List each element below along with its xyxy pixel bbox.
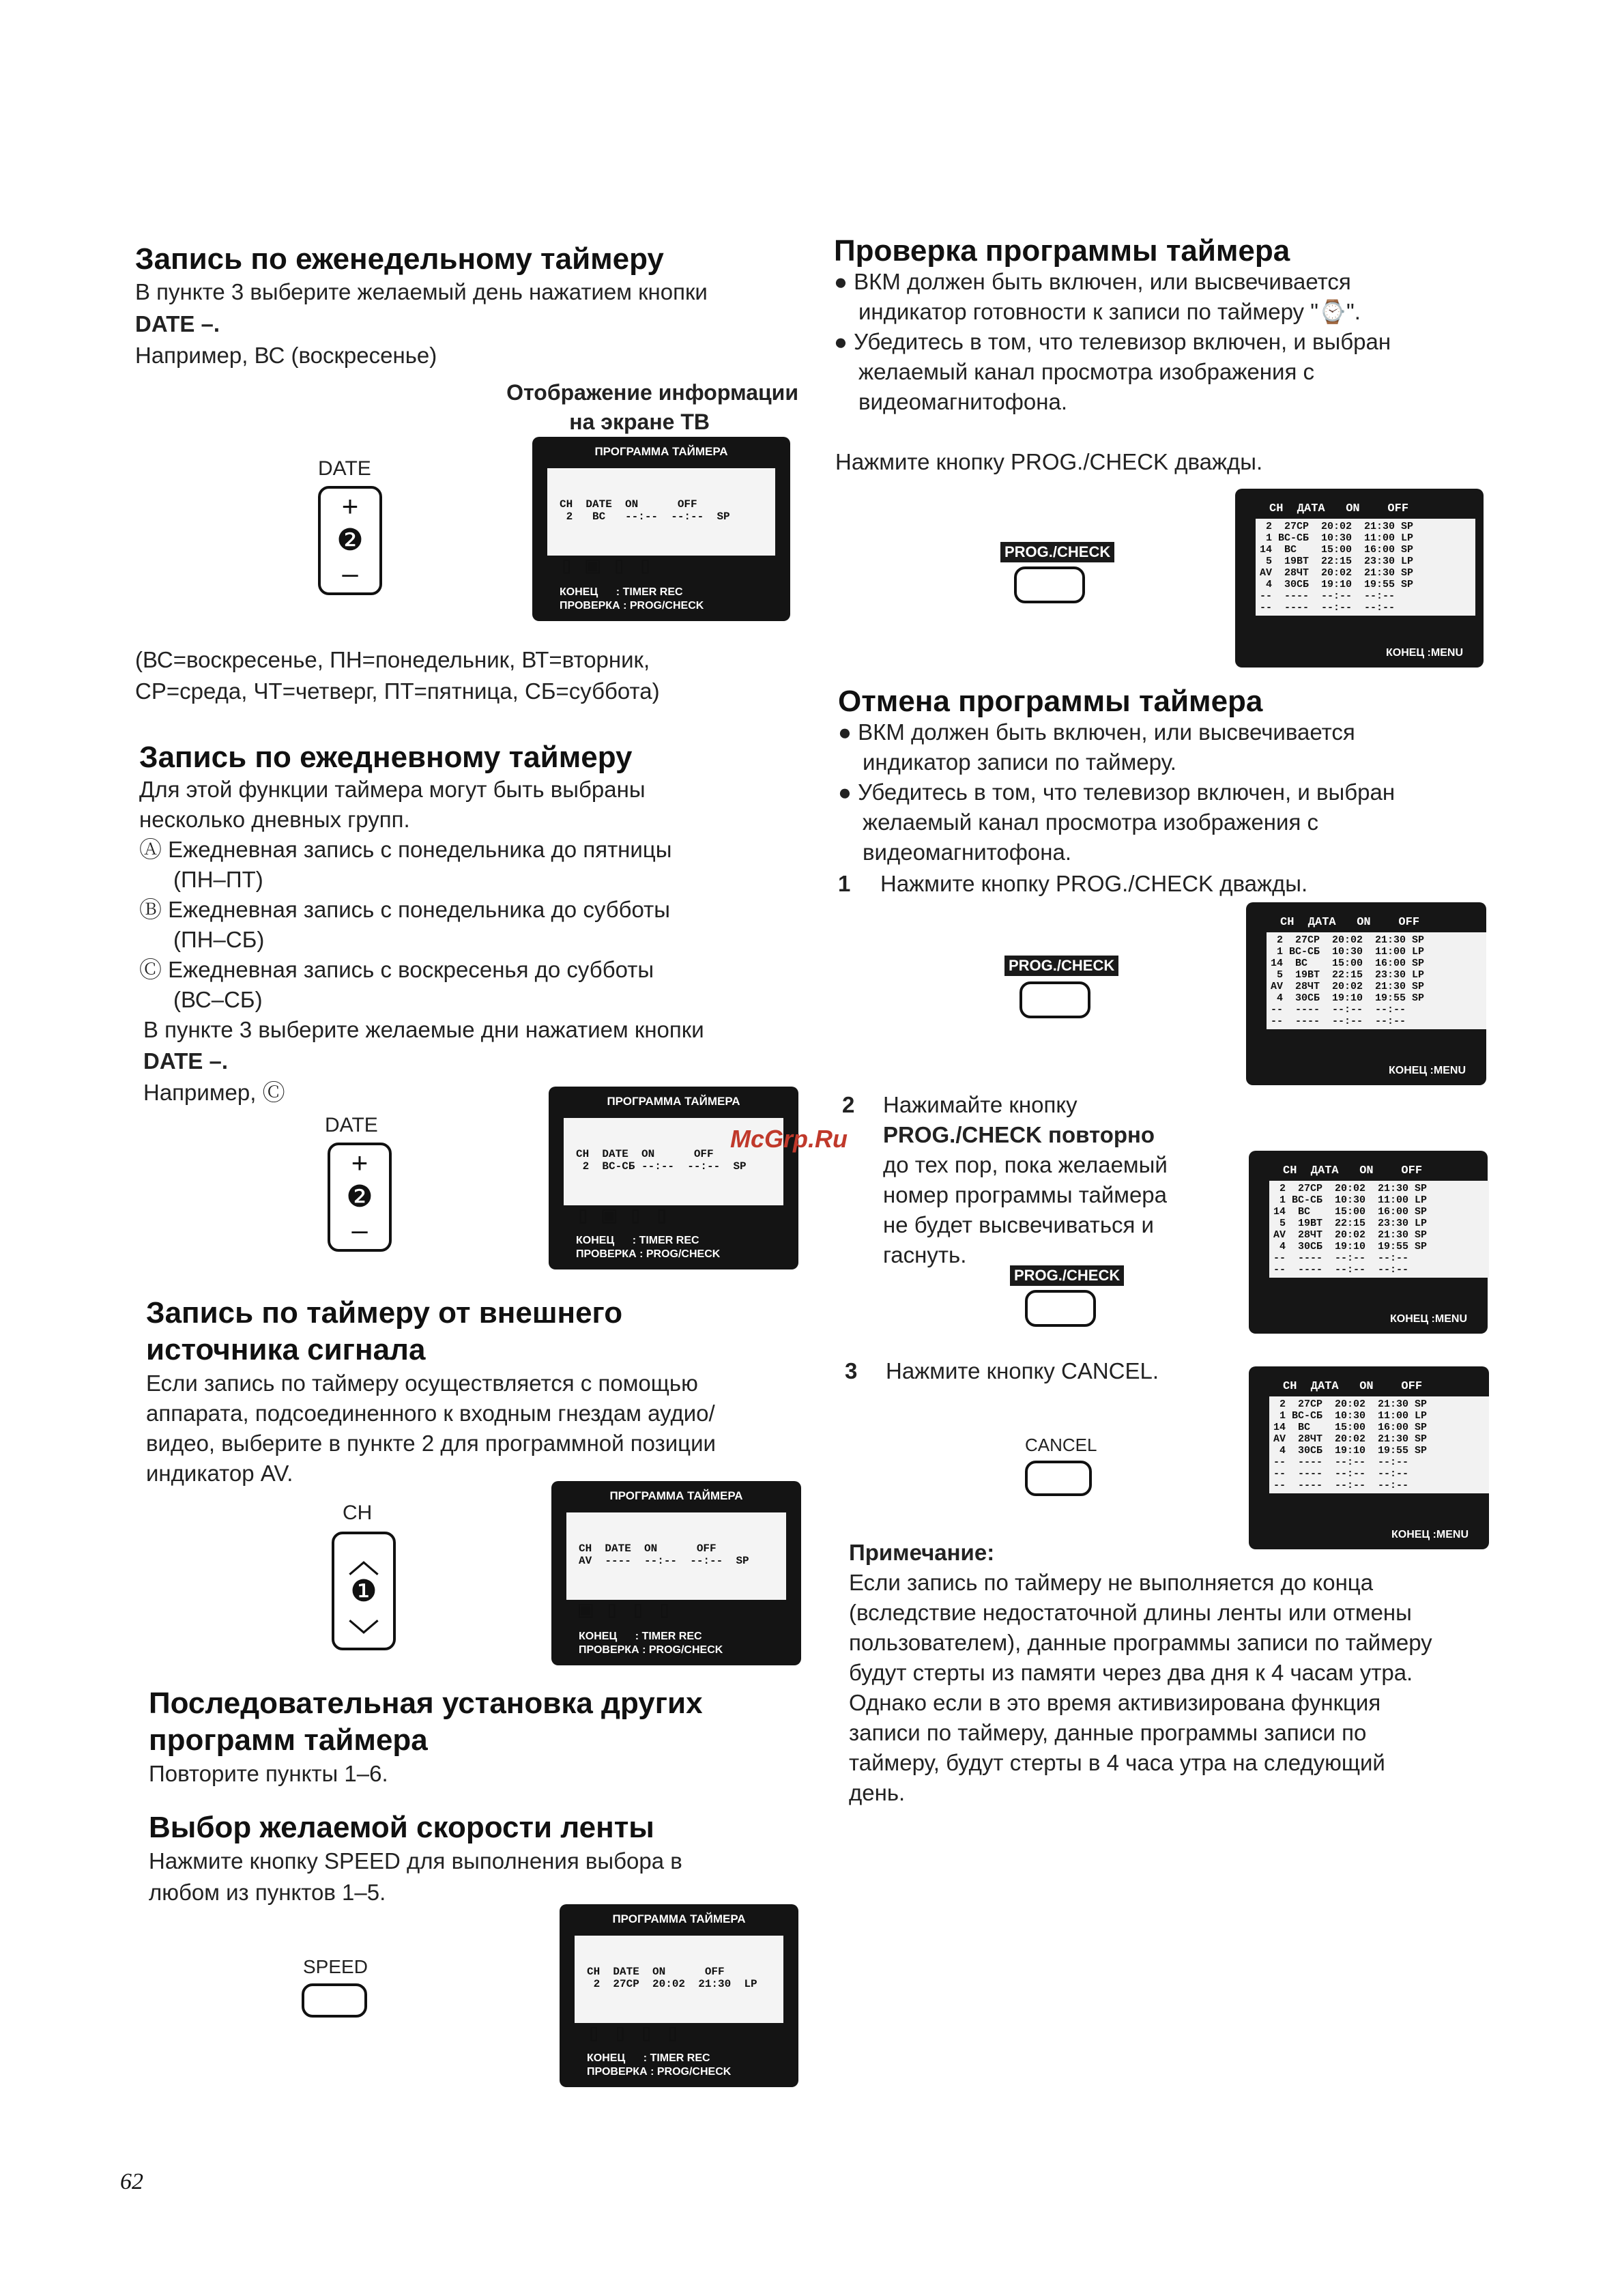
cancel-bullet-1-1: ● ВКМ должен быть включен, или высвечивается — [838, 719, 1355, 745]
screen-body — [575, 1936, 783, 2048]
cancel-step-2-line-2: PROG./CHECK повторно — [883, 1122, 1155, 1147]
check-bullet-2-3: видеомагнитофона. — [858, 389, 1068, 414]
speed-key-label: SPEED — [303, 1956, 368, 1977]
daily-step-1: В пункте 3 выберите желаемые дни нажатием кнопки — [143, 1017, 704, 1042]
screen-fields: CH DATE ON OFF 2 ВС-СБ --:-- --:-- SP — [576, 1148, 747, 1173]
day-icons: ▣▯▯▯ — [579, 1598, 684, 1624]
page-number: 62 — [120, 2169, 143, 2194]
list-header: CH ДАТА ON OFF — [1269, 502, 1409, 515]
sequential-text: Повторите пункты 1–6. — [149, 1761, 388, 1786]
program-list: 2 27СР 20:02 21:30 SP 1 ВС-СБ 10:30 11:00 LP 14 ВС 15:00 16:00 SP AV 28ЧТ 20:02 21:30 SP 4 30СБ 19:10 19:55 SP -- ---- --:-- --:-- -- ---- --:-- --:-- -- ---- --:-- --:-- — [1269, 1396, 1489, 1493]
screen-foot: КОНЕЦ : TIMER REC ПРОВЕРКА : PROG/CHECK — [576, 1235, 721, 1260]
list-header: CH ДАТА ON OFF — [1280, 916, 1420, 929]
tv-screen-check — [1235, 489, 1484, 668]
cancel-step-2-line-1: Нажимайте кнопку — [883, 1092, 1078, 1117]
tv-screen-speed — [560, 1904, 798, 2087]
list-header: CH ДАТА ON OFF — [1283, 1164, 1423, 1177]
legend-2: СР=среда, ЧТ=четверг, ПТ=пятница, СБ=суббота) — [135, 678, 660, 704]
weekly-line2: DATE –. — [135, 311, 220, 336]
display-caption-2: на экране ТВ — [569, 410, 710, 434]
watermark: McGrp.Ru — [730, 1125, 848, 1153]
note-line-3: пользователем), данные программы записи по таймеру — [849, 1630, 1432, 1655]
plus-icon: + — [341, 490, 359, 522]
cancel-step-1: Нажмите кнопку PROG./CHECK дважды. — [880, 871, 1308, 896]
tv-screen-cancel-1 — [1246, 902, 1486, 1085]
cancel-key[interactable] — [1025, 1461, 1092, 1496]
step-2-icon: ❷ — [336, 523, 364, 557]
program-list: 2 27СР 20:02 21:30 SP 1 ВС-СБ 10:30 11:00 LP 14 ВС 15:00 16:00 SP 5 19ВТ 22:15 23:30 LP AV 28ЧТ 20:02 21:30 SP 4 30СБ 19:10 19:55 SP -- ---- --:-- --:-- -- ---- --:-- --:-- — [1269, 1181, 1489, 1278]
sequential-title-1: Последовательная установка других — [149, 1687, 703, 1720]
screen-fields: CH DATE ON OFF 2 ВС --:-- --:-- SP — [560, 498, 730, 523]
list-header: CH ДАТА ON OFF — [1283, 1380, 1423, 1393]
check-bullet-2-2: желаемый канал просмотра изображения с — [858, 359, 1314, 384]
check-bullet-1-2: индикатор готовности к записи по таймеру "⌚". — [858, 299, 1361, 324]
cancel-step-2-line-4: номер программы таймера — [883, 1182, 1167, 1207]
note-line-1: Если запись по таймеру не выполняется до конца — [849, 1570, 1374, 1595]
external-line-4: индикатор AV. — [146, 1461, 293, 1486]
prog-check-label: PROG./CHECK — [1000, 542, 1114, 562]
screen-title: ПРОГРАММА ТАЙМЕРА — [609, 1489, 743, 1502]
cancel-step-2-line-5: не будет высвечиваться и — [883, 1212, 1154, 1237]
screen-title: ПРОГРАММА ТАЙМЕРА — [607, 1095, 740, 1108]
cancel-title: Отмена программы таймера — [838, 685, 1263, 718]
daily-a-2: (ПН–ПТ) — [173, 867, 263, 892]
cancel-bullet-2-3: видеомагнитофона. — [863, 840, 1072, 865]
list-foot: КОНЕЦ :MENU — [1388, 1065, 1466, 1076]
screen-title: ПРОГРАММА ТАЙМЕРА — [594, 445, 728, 458]
cancel-step-2-num: 2 — [842, 1092, 855, 1117]
cancel-bullet-2-2: желаемый канал просмотра изображения с — [863, 809, 1318, 835]
date-key-label: DATE — [318, 457, 371, 480]
note-line-5: Однако если в это время активизирована функция — [849, 1690, 1381, 1715]
note-line-8: день. — [849, 1780, 906, 1805]
note-line-2: (вследствие недостаточной длины ленты или отмены — [849, 1600, 1412, 1625]
external-line-3: видео, выберите в пункте 2 для программной позиции — [146, 1431, 716, 1456]
external-title-1: Запись по таймеру от внешнего — [146, 1296, 623, 1330]
cancel-step-3-num: 3 — [845, 1358, 858, 1383]
daily-example: Например, Ⓒ — [143, 1080, 285, 1105]
daily-intro-2: несколько дневных групп. — [139, 807, 410, 832]
prog-check-label: PROG./CHECK — [1004, 956, 1118, 976]
cancel-step-2-line-6: гаснуть. — [883, 1242, 967, 1267]
speed-title: Выбор желаемой скорости ленты — [149, 1811, 654, 1844]
cancel-step-3: Нажмите кнопку CANCEL. — [886, 1358, 1159, 1383]
prog-check-key[interactable] — [1020, 981, 1090, 1018]
daily-title: Запись по ежедневному таймеру — [139, 741, 633, 774]
date-key[interactable] — [318, 486, 382, 595]
daily-a-1: Ⓐ Ежедневная запись с понедельника до пятницы — [139, 837, 672, 862]
minus-icon: – — [342, 557, 358, 589]
screen-body — [566, 1512, 786, 1624]
external-line-1: Если запись по таймеру осуществляется с помощью — [146, 1371, 698, 1396]
day-icons: ▯▣▯▯ — [560, 554, 665, 580]
legend-1: (ВС=воскресенье, ПН=понедельник, ВТ=вторник, — [135, 647, 650, 672]
note-line-6: записи по таймеру, данные программы записи по — [849, 1720, 1367, 1745]
cancel-step-1-num: 1 — [838, 871, 851, 896]
screen-foot: КОНЕЦ : TIMER REC ПРОВЕРКА : PROG/CHECK — [560, 586, 704, 612]
display-caption-1: Отображение информации — [506, 380, 798, 405]
check-title: Проверка программы таймера — [834, 234, 1290, 268]
weekly-line3: Например, ВС (воскресенье) — [135, 343, 437, 368]
list-foot: КОНЕЦ :MENU — [1389, 1313, 1467, 1325]
chevron-up-icon: ︿ — [349, 1545, 379, 1579]
external-line-2: аппарата, подсоединенного к входным гнездам аудио/ — [146, 1401, 715, 1426]
weekly-line1: В пункте 3 выберите желаемый день нажатием кнопки — [135, 279, 708, 304]
cancel-step-2-line-3: до тех пор, пока желаемый — [883, 1152, 1168, 1177]
daily-b-2: (ПН–СБ) — [173, 927, 265, 952]
prog-check-key[interactable] — [1014, 566, 1085, 603]
prog-check-key[interactable] — [1025, 1290, 1096, 1327]
date-key-label: DATE — [325, 1114, 378, 1136]
list-foot: КОНЕЦ :MENU — [1385, 647, 1463, 659]
day-icons: ▯▯▯▯ — [587, 2022, 692, 2048]
daily-b-1: Ⓑ Ежедневная запись с понедельника до субботы — [139, 897, 670, 922]
tv-screen-weekly — [532, 437, 790, 621]
note-line-4: будут стерты из памяти через два дня к 4 часам утра. — [849, 1660, 1413, 1685]
cancel-key-label: CANCEL — [1025, 1435, 1097, 1455]
check-bullet-1-1: ● ВКМ должен быть включен, или высвечивается — [834, 269, 1351, 294]
tv-screen-cancel-2 — [1249, 1151, 1488, 1334]
screen-body — [547, 468, 775, 580]
check-press: Нажмите кнопку PROG./CHECK дважды. — [835, 449, 1263, 474]
daily-step-2: DATE –. — [143, 1048, 229, 1074]
speed-line-2: любом из пунктов 1–5. — [149, 1880, 386, 1905]
ch-key-label: CH — [343, 1502, 373, 1524]
note-title: Примечание: — [849, 1540, 995, 1565]
step-2-icon: ❷ — [346, 1180, 373, 1214]
weekly-title: Запись по еженедельному таймеру — [135, 242, 664, 276]
day-icons: ▯▣▯▯ — [576, 1204, 681, 1230]
screen-title: ПРОГРАММА ТАЙМЕРА — [612, 1912, 746, 1925]
daily-c-1: Ⓒ Ежедневная запись с воскресенья до субботы — [139, 957, 654, 982]
screen-foot: КОНЕЦ : TIMER REC ПРОВЕРКА : PROG/CHECK — [579, 1631, 723, 1656]
prog-check-label: PROG./CHECK — [1010, 1265, 1124, 1286]
external-title-2: источника сигнала — [146, 1333, 426, 1366]
note-line-7: таймеру, будут стерты в 4 часа утра на следующий — [849, 1750, 1385, 1775]
screen-foot: КОНЕЦ : TIMER REC ПРОВЕРКА : PROG/CHECK — [587, 2052, 732, 2078]
daily-c-2: (ВС–СБ) — [173, 987, 263, 1012]
speed-line-1: Нажмите кнопку SPEED для выполнения выбора в — [149, 1848, 682, 1874]
speed-key[interactable] — [302, 1983, 367, 2018]
tv-screen-cancel-3 — [1249, 1366, 1489, 1549]
cancel-bullet-2-1: ● Убедитесь в том, что телевизор включен, и выбран — [838, 779, 1396, 805]
program-list: 2 27СР 20:02 21:30 SP 1 ВС-СБ 10:30 11:00 LP 14 ВС 15:00 16:00 SP 5 19ВТ 22:15 23:30 LP AV 28ЧТ 20:02 21:30 SP 4 30СБ 19:10 19:55 SP -- ---- --:-- --:-- -- ---- --:-- --:-- — [1256, 519, 1475, 616]
screen-fields: CH DATE ON OFF AV ---- --:-- --:-- SP — [579, 1542, 749, 1567]
ch-key[interactable] — [332, 1532, 396, 1650]
tv-screen-daily — [549, 1087, 798, 1269]
daily-intro-1: Для этой функции таймера могут быть выбраны — [139, 777, 646, 802]
cancel-bullet-1-2: индикатор записи по таймеру. — [863, 749, 1176, 775]
screen-fields: CH DATE ON OFF 2 27СР 20:02 21:30 LP — [587, 1966, 757, 1990]
date-key[interactable] — [328, 1143, 392, 1252]
minus-icon: – — [351, 1214, 368, 1246]
list-foot: КОНЕЦ :MENU — [1391, 1529, 1469, 1540]
tv-screen-external — [551, 1481, 801, 1665]
program-list: 2 27СР 20:02 21:30 SP 1 ВС-СБ 10:30 11:00 LP 14 ВС 15:00 16:00 SP 5 19ВТ 22:15 23:30 LP AV 28ЧТ 20:02 21:30 SP 4 30СБ 19:10 19:55 SP -- ---- --:-- --:-- -- ---- --:-- --:-- — [1267, 932, 1486, 1029]
sequential-title-2: программ таймера — [149, 1723, 428, 1757]
chevron-down-icon: ﹀ — [349, 1619, 379, 1652]
plus-icon: + — [351, 1147, 368, 1179]
step-1-icon: ❶ — [350, 1575, 377, 1608]
check-bullet-2-1: ● Убедитесь в том, что телевизор включен, и выбран — [834, 329, 1391, 354]
